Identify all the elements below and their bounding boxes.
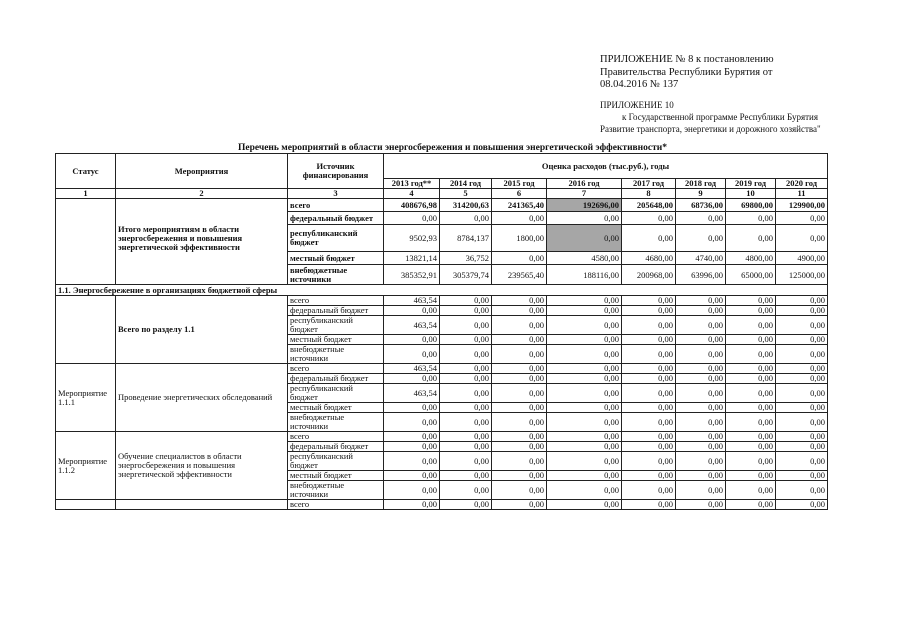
table-row <box>56 432 828 442</box>
source-cell: республиканский бюджет <box>288 316 384 335</box>
table-header-row <box>56 154 828 179</box>
measures-header: Мероприятия <box>116 154 288 189</box>
value-cell: 129900,00 <box>776 199 828 212</box>
source-header: Источник финансирования <box>288 154 384 189</box>
measure-cell <box>116 500 288 510</box>
value-cell: 0,00 <box>622 442 676 452</box>
value-cell: 0,00 <box>622 481 676 500</box>
appendix-10-header <box>600 99 821 135</box>
source-cell: местный бюджет <box>288 335 384 345</box>
value-cell: 68736,00 <box>676 199 726 212</box>
value-cell: 0,00 <box>492 452 547 471</box>
column-number: 3 <box>288 189 384 199</box>
column-number: 9 <box>676 189 726 199</box>
value-cell: 0,00 <box>622 384 676 403</box>
value-cell: 0,00 <box>776 413 828 432</box>
value-cell: 4680,00 <box>622 252 676 265</box>
value-cell: 0,00 <box>492 296 547 306</box>
value-cell: 0,00 <box>676 384 726 403</box>
value-cell: 0,00 <box>440 306 492 316</box>
value-cell: 188116,00 <box>547 265 622 285</box>
value-cell: 0,00 <box>384 403 440 413</box>
value-cell: 0,00 <box>622 432 676 442</box>
value-cell: 0,00 <box>492 212 547 225</box>
value-cell: 0,00 <box>776 364 828 374</box>
column-numbers-row <box>56 189 828 199</box>
value-cell: 0,00 <box>384 374 440 384</box>
table-body <box>56 154 828 510</box>
value-cell: 36,752 <box>440 252 492 265</box>
value-cell: 0,00 <box>726 481 776 500</box>
value-cell: 0,00 <box>726 212 776 225</box>
column-number: 5 <box>440 189 492 199</box>
value-cell: 0,00 <box>547 413 622 432</box>
value-cell: 0,00 <box>492 374 547 384</box>
value-cell: 192696,00 <box>547 199 622 212</box>
value-cell: 0,00 <box>492 335 547 345</box>
value-cell: 0,00 <box>676 306 726 316</box>
section-title: 1.1. Энергосбережение в организациях бюджетной сферы <box>56 285 828 296</box>
source-cell: всего <box>288 364 384 374</box>
value-cell: 0,00 <box>384 471 440 481</box>
value-cell: 0,00 <box>676 335 726 345</box>
value-cell: 0,00 <box>492 364 547 374</box>
value-cell: 0,00 <box>547 471 622 481</box>
value-cell: 0,00 <box>676 452 726 471</box>
expenses-table <box>55 153 828 510</box>
value-cell: 125000,00 <box>776 265 828 285</box>
source-cell: внебюджетные источники <box>288 481 384 500</box>
value-cell: 0,00 <box>776 403 828 413</box>
value-cell: 0,00 <box>440 316 492 335</box>
value-cell: 0,00 <box>676 364 726 374</box>
year-header: 2018 год <box>676 179 726 189</box>
source-cell: внебюджетные источники <box>288 413 384 432</box>
source-cell: федеральный бюджет <box>288 374 384 384</box>
measure-cell: Обучение специалистов в области энергосбережения и повышения энергетической эффективности <box>116 432 288 500</box>
value-cell: 13821,14 <box>384 252 440 265</box>
total-status-cell <box>56 252 116 265</box>
value-cell: 0,00 <box>440 403 492 413</box>
value-cell: 239565,40 <box>492 265 547 285</box>
value-cell: 0,00 <box>440 335 492 345</box>
value-cell: 0,00 <box>440 500 492 510</box>
value-cell: 0,00 <box>547 403 622 413</box>
measure-cell: Всего по разделу 1.1 <box>116 296 288 364</box>
value-cell: 0,00 <box>676 345 726 364</box>
source-cell: республиканский бюджет <box>288 452 384 471</box>
value-cell: 0,00 <box>776 384 828 403</box>
value-cell: 0,00 <box>622 500 676 510</box>
value-cell: 8784,137 <box>440 225 492 252</box>
value-cell: 0,00 <box>726 364 776 374</box>
value-cell: 0,00 <box>440 471 492 481</box>
source-cell: местный бюджет <box>288 471 384 481</box>
value-cell: 0,00 <box>726 452 776 471</box>
value-cell: 0,00 <box>547 335 622 345</box>
value-cell: 0,00 <box>622 212 676 225</box>
value-cell: 0,00 <box>384 306 440 316</box>
value-cell: 0,00 <box>776 442 828 452</box>
value-cell: 0,00 <box>440 384 492 403</box>
value-cell: 0,00 <box>622 471 676 481</box>
value-cell: 241365,40 <box>492 199 547 212</box>
value-cell: 0,00 <box>492 316 547 335</box>
appendix-8-header <box>600 54 774 92</box>
status-cell: Мероприятие 1.1.2 <box>56 432 116 500</box>
value-cell: 0,00 <box>726 403 776 413</box>
source-cell: федеральный бюджет <box>288 212 384 225</box>
header-line: ПРИЛОЖЕНИЕ № 8 к постановлению <box>600 54 774 65</box>
value-cell: 0,00 <box>776 335 828 345</box>
value-cell: 0,00 <box>726 316 776 335</box>
value-cell: 0,00 <box>440 452 492 471</box>
value-cell: 0,00 <box>440 413 492 432</box>
status-cell <box>56 296 116 364</box>
column-number: 6 <box>492 189 547 199</box>
value-cell: 0,00 <box>776 481 828 500</box>
value-cell: 1800,00 <box>492 225 547 252</box>
value-cell: 0,00 <box>776 345 828 364</box>
year-header: 2014 год <box>440 179 492 189</box>
value-cell: 0,00 <box>676 481 726 500</box>
value-cell: 0,00 <box>676 403 726 413</box>
value-cell: 0,00 <box>384 345 440 364</box>
value-cell: 0,00 <box>676 432 726 442</box>
value-cell: 4580,00 <box>547 252 622 265</box>
value-cell: 0,00 <box>726 225 776 252</box>
value-cell: 0,00 <box>726 374 776 384</box>
value-cell: 463,54 <box>384 296 440 306</box>
value-cell: 0,00 <box>776 500 828 510</box>
header-line: ПРИЛОЖЕНИЕ 10 <box>600 100 674 110</box>
value-cell: 0,00 <box>492 345 547 364</box>
value-cell: 0,00 <box>622 335 676 345</box>
year-header: 2019 год <box>726 179 776 189</box>
value-cell: 0,00 <box>547 212 622 225</box>
value-cell: 0,00 <box>676 212 726 225</box>
value-cell: 0,00 <box>384 481 440 500</box>
value-cell: 463,54 <box>384 364 440 374</box>
value-cell: 0,00 <box>547 316 622 335</box>
value-cell: 0,00 <box>676 442 726 452</box>
value-cell: 0,00 <box>776 452 828 471</box>
value-cell: 0,00 <box>440 374 492 384</box>
source-cell: внебюджетные источники <box>288 265 384 285</box>
value-cell: 0,00 <box>384 432 440 442</box>
value-cell: 0,00 <box>440 296 492 306</box>
value-cell: 69800,00 <box>726 199 776 212</box>
value-cell: 0,00 <box>492 432 547 442</box>
table-row <box>56 296 828 306</box>
value-cell: 4900,00 <box>776 252 828 265</box>
estimate-header: Оценка расходов (тыс.руб.), годы <box>384 154 828 179</box>
value-cell: 0,00 <box>384 500 440 510</box>
value-cell: 4740,00 <box>676 252 726 265</box>
table-row <box>56 265 828 285</box>
value-cell: 463,54 <box>384 384 440 403</box>
total-status-cell <box>56 199 116 212</box>
value-cell: 0,00 <box>492 384 547 403</box>
column-number: 10 <box>726 189 776 199</box>
value-cell: 0,00 <box>726 500 776 510</box>
value-cell: 0,00 <box>726 335 776 345</box>
total-measure-cell <box>116 265 288 285</box>
value-cell: 0,00 <box>547 384 622 403</box>
value-cell: 0,00 <box>547 364 622 374</box>
value-cell: 0,00 <box>622 345 676 364</box>
value-cell: 0,00 <box>676 413 726 432</box>
source-cell: всего <box>288 296 384 306</box>
value-cell: 0,00 <box>622 413 676 432</box>
value-cell: 0,00 <box>547 442 622 452</box>
value-cell: 0,00 <box>492 471 547 481</box>
header-line: Правительства Республики Бурятия от <box>600 66 773 78</box>
value-cell: 0,00 <box>547 306 622 316</box>
value-cell: 63996,00 <box>676 265 726 285</box>
value-cell: 0,00 <box>547 225 622 252</box>
table-row <box>56 500 828 510</box>
column-number: 2 <box>116 189 288 199</box>
value-cell: 0,00 <box>622 225 676 252</box>
value-cell: 0,00 <box>440 364 492 374</box>
total-measure-cell <box>116 252 288 265</box>
value-cell: 4800,00 <box>726 252 776 265</box>
value-cell: 305379,74 <box>440 265 492 285</box>
value-cell: 0,00 <box>492 306 547 316</box>
value-cell: 9502,93 <box>384 225 440 252</box>
value-cell: 0,00 <box>440 481 492 500</box>
value-cell: 463,54 <box>384 316 440 335</box>
source-cell: всего <box>288 199 384 212</box>
value-cell: 0,00 <box>384 442 440 452</box>
table-row <box>56 364 828 374</box>
value-cell: 0,00 <box>492 252 547 265</box>
year-header: 2016 год <box>547 179 622 189</box>
value-cell: 0,00 <box>726 345 776 364</box>
source-cell: внебюджетные источники <box>288 345 384 364</box>
value-cell: 0,00 <box>676 374 726 384</box>
status-cell <box>56 500 116 510</box>
value-cell: 0,00 <box>622 316 676 335</box>
value-cell: 0,00 <box>440 442 492 452</box>
value-cell: 0,00 <box>776 316 828 335</box>
table-row <box>56 252 828 265</box>
table-row <box>56 199 828 212</box>
value-cell: 0,00 <box>726 432 776 442</box>
value-cell: 0,00 <box>776 212 828 225</box>
value-cell: 0,00 <box>676 225 726 252</box>
value-cell: 0,00 <box>440 212 492 225</box>
value-cell: 0,00 <box>384 212 440 225</box>
year-header: 2017 год <box>622 179 676 189</box>
header-line: Развитие транспорта, энергетики и дорожного хозяйства" <box>600 124 821 134</box>
source-cell: республиканский бюджет <box>288 384 384 403</box>
value-cell: 0,00 <box>676 296 726 306</box>
year-header: 2015 год <box>492 179 547 189</box>
value-cell: 0,00 <box>676 471 726 481</box>
value-cell: 0,00 <box>622 306 676 316</box>
value-cell: 0,00 <box>726 471 776 481</box>
value-cell: 0,00 <box>547 374 622 384</box>
value-cell: 0,00 <box>776 306 828 316</box>
column-number: 4 <box>384 189 440 199</box>
value-cell: 0,00 <box>776 296 828 306</box>
value-cell: 0,00 <box>440 345 492 364</box>
value-cell: 314200,63 <box>440 199 492 212</box>
value-cell: 0,00 <box>547 481 622 500</box>
section-title-row <box>56 285 828 296</box>
value-cell: 65000,00 <box>726 265 776 285</box>
total-status-cell <box>56 212 116 225</box>
value-cell: 0,00 <box>776 471 828 481</box>
value-cell: 0,00 <box>547 345 622 364</box>
total-measure-cell <box>116 199 288 212</box>
table-row <box>56 225 828 252</box>
source-cell: местный бюджет <box>288 403 384 413</box>
value-cell: 200968,00 <box>622 265 676 285</box>
value-cell: 205648,00 <box>622 199 676 212</box>
source-cell: республиканский бюджет <box>288 225 384 252</box>
value-cell: 0,00 <box>492 481 547 500</box>
source-cell: всего <box>288 432 384 442</box>
header-line: к Государственной программе Республики Бурятия <box>622 112 818 122</box>
value-cell: 0,00 <box>547 296 622 306</box>
value-cell: 408676,98 <box>384 199 440 212</box>
value-cell: 0,00 <box>547 452 622 471</box>
value-cell: 0,00 <box>440 432 492 442</box>
value-cell: 0,00 <box>676 316 726 335</box>
value-cell: 0,00 <box>384 452 440 471</box>
value-cell: 0,00 <box>776 432 828 442</box>
source-cell: местный бюджет <box>288 252 384 265</box>
column-number: 7 <box>547 189 622 199</box>
status-header: Статус <box>56 154 116 189</box>
column-number: 1 <box>56 189 116 199</box>
value-cell: 0,00 <box>492 442 547 452</box>
document-title: Перечень мероприятий в области энергосбережения и повышения энергетической эффективности* <box>237 143 668 153</box>
value-cell: 0,00 <box>622 452 676 471</box>
value-cell: 385352,91 <box>384 265 440 285</box>
value-cell: 0,00 <box>726 306 776 316</box>
value-cell: 0,00 <box>726 442 776 452</box>
value-cell: 0,00 <box>726 413 776 432</box>
header-line: 08.04.2016 № 137 <box>600 79 679 90</box>
value-cell: 0,00 <box>622 296 676 306</box>
value-cell: 0,00 <box>622 364 676 374</box>
source-cell: всего <box>288 500 384 510</box>
value-cell: 0,00 <box>776 225 828 252</box>
status-cell: Мероприятие 1.1.1 <box>56 364 116 432</box>
column-number: 11 <box>776 189 828 199</box>
total-measure-cell <box>116 212 288 225</box>
value-cell: 0,00 <box>492 403 547 413</box>
value-cell: 0,00 <box>384 335 440 345</box>
value-cell: 0,00 <box>776 374 828 384</box>
value-cell: 0,00 <box>726 384 776 403</box>
year-header: 2013 год** <box>384 179 440 189</box>
value-cell: 0,00 <box>726 296 776 306</box>
value-cell: 0,00 <box>492 413 547 432</box>
value-cell: 0,00 <box>384 413 440 432</box>
value-cell: 0,00 <box>547 432 622 442</box>
value-cell: 0,00 <box>622 403 676 413</box>
measure-cell: Проведение энергетических обследований <box>116 364 288 432</box>
value-cell: 0,00 <box>622 374 676 384</box>
value-cell: 0,00 <box>547 500 622 510</box>
total-measure-cell: Итого мероприятиям в области энергосбережения и повышения энергетической эффективности <box>116 225 288 252</box>
value-cell: 0,00 <box>676 500 726 510</box>
source-cell: федеральный бюджет <box>288 306 384 316</box>
source-cell: федеральный бюджет <box>288 442 384 452</box>
total-status-cell <box>56 265 116 285</box>
column-number: 8 <box>622 189 676 199</box>
total-status-cell <box>56 225 116 252</box>
table-row <box>56 212 828 225</box>
year-header: 2020 год <box>776 179 828 189</box>
value-cell: 0,00 <box>492 500 547 510</box>
